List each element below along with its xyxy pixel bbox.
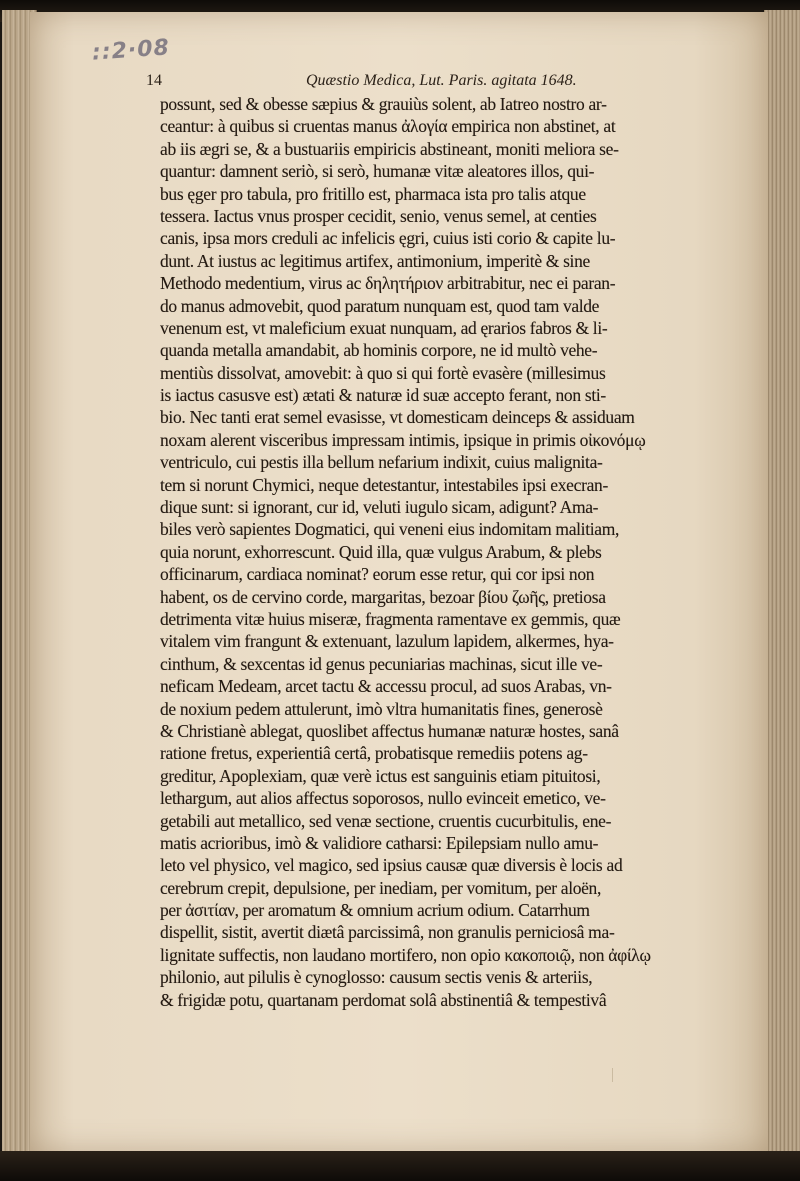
text-line: detrimenta vitæ huius miseræ, fragmenta ramentave ex gemmis, quæ	[160, 608, 621, 629]
text-line: lignitate suffectis, non laudano mortifero, non opio κακοποιῷ, non ἀφίλῳ	[160, 944, 651, 965]
text-line: Methodo medentium, virus ac δηλητήριον arbitrabitur, nec ei paran-	[160, 273, 616, 294]
handwritten-shelfmark: ::2·08	[91, 35, 171, 66]
text-line: cinthum, & sexcentas id genus pecuniarias machinas, sicut ille ve-	[160, 653, 603, 674]
text-line: ventriculo, cui pestis illa bellum nefarium indixit, cuius malignita-	[160, 452, 603, 473]
text-line: do manus admovebit, quod paratum nunquam est, quod tam valde	[160, 295, 600, 316]
text-line: neficam Medeam, arcet tactu & accessu procul, ad suos Arabas, vn-	[160, 676, 612, 697]
body-text	[160, 93, 780, 1011]
text-line: possunt, sed & obesse sæpius & grauiùs solent, ab Iatreo nostro ar-	[160, 94, 607, 114]
text-line: noxam alerent visceribus impressam intimis, ipsique in primis οἰκονόμῳ	[160, 429, 646, 450]
text-line: dique sunt: si ignorant, cur id, veluti iugulo sicam, adigunt? Ama-	[160, 497, 599, 518]
text-line: greditur, Apoplexiam, quæ verè ictus est sanguinis etiam pituitosi,	[160, 765, 601, 786]
text-line: biles verò sapientes Dogmatici, qui veneni eius indomitam malitiam,	[160, 519, 620, 540]
text-line: de noxium pedem attulerunt, imò vltra humanitatis fines, generosè	[160, 698, 603, 719]
text-line: bus ęger pro tabula, pro fritillo est, pharmaca ista pro talis atque	[160, 183, 586, 204]
text-line: leto vel physico, vel magico, sed ipsius causæ quæ diversis è locis ad	[160, 855, 623, 876]
text-line: bio. Nec tanti erat semel evasisse, vt domesticam deinceps & assiduam	[160, 407, 635, 428]
text-line: is iactus casusve est) ætati & naturæ id suæ accepto ferant, non sti-	[160, 385, 606, 406]
scan-bottom-shadow	[0, 1151, 800, 1181]
text-line: matis acrioribus, imò & validiore catharsi: Epilepsiam nullo amu-	[160, 832, 599, 853]
page-number: 14	[146, 72, 162, 89]
text-line: dunt. At iustus ac legitimus artifex, antimonium, imperitè & sine	[160, 250, 590, 271]
running-head-title: Quæstio Medica, Lut. Paris. agitata 1648.	[306, 72, 577, 89]
text-line: habent, os de cervino corde, margaritas, bezoar βίου ζωῆς, pretiosa	[160, 586, 606, 607]
text-line: cerebrum crepit, depulsione, per inediam, per vomitum, per aloën,	[160, 877, 602, 898]
text-line: canis, ipsa mors creduli ac infelicis ęgri, cuius isti corio & capite lu-	[160, 228, 616, 249]
text-line: venenum est, vt maleficium exuat nunquam, ad ęrarios fabros & li-	[160, 317, 608, 338]
text-line: philonio, aut pilulis è cynoglosso: causum sectis venis & arteriis,	[160, 967, 593, 988]
text-line: ceantur: à quibus si cruentas manus ἀλογία empirica non abstinet, at	[160, 116, 616, 137]
text-line: dispellit, sistit, avertit diætâ parcissimâ, non granulis perniciosâ ma-	[160, 922, 615, 943]
text-line: getabili aut metallico, sed venæ sectione, cruentis cucurbitulis, ene-	[160, 810, 612, 831]
text-line: officinarum, cardiaca nominat? eorum esse retur, qui cor ipsi non	[160, 564, 595, 585]
text-line: quia norunt, exhorrescunt. Quid illa, quæ vulgus Arabum, & plebs	[160, 541, 602, 562]
text-line: & Christianè ablegat, quoslibet affectus humanæ naturæ hostes, sanâ	[160, 720, 619, 741]
text-line: mentiùs dissolvat, amovebit: à quo si qui fortè evasère (millesimus	[160, 362, 606, 383]
text-line: & frigidæ potu, quartanam perdomat solâ abstinentiâ & tempestivâ	[160, 989, 607, 1010]
text-line: ratione fretus, experientiâ certâ, probatisque remediis potens ag-	[160, 743, 588, 764]
text-line: tessera. Iactus vnus prosper cecidit, senio, venus semel, at centies	[160, 205, 597, 226]
text-line: quanda metalla amandabit, ab hominis corpore, ne id multò vehe-	[160, 340, 598, 361]
text-line: ab iis ægri se, & a bustuariis empiricis abstineant, moniti meliora se-	[160, 138, 619, 159]
text-line: quantur: damnent seriò, si serò, humanæ vitæ aleatores illos, qui-	[160, 161, 595, 182]
text-line: per ἀσιτίαν, per aromatum & omnium acrium odium. Catarrhum	[160, 900, 590, 921]
text-line: tem si norunt Chymici, neque detestantur, intestabiles ipsi execran-	[160, 474, 608, 495]
paper-blemish	[612, 1068, 623, 1082]
running-head	[146, 72, 706, 94]
text-line: vitalem vim frangunt & extenuant, lazulum lapidem, alkermes, hya-	[160, 631, 614, 652]
text-line: lethargum, aut alios affectus soporosos, nullo evinceit emetico, ve-	[160, 788, 606, 809]
